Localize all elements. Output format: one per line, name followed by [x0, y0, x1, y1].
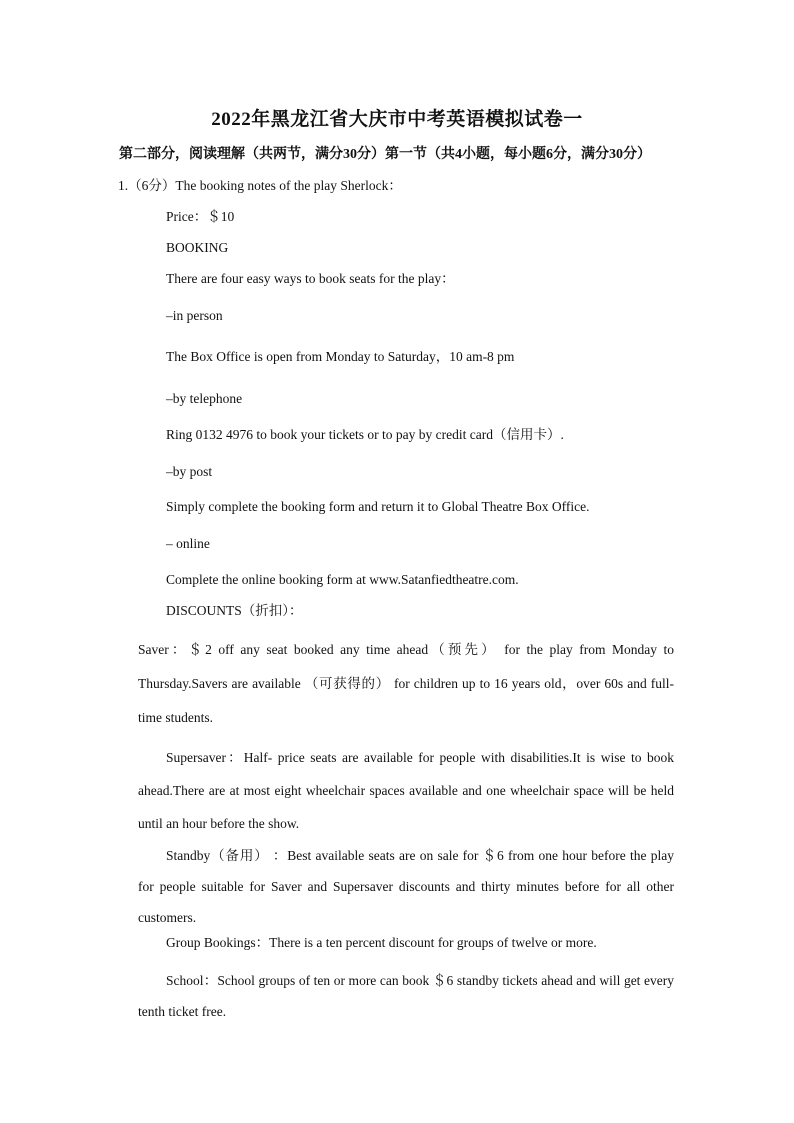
- way-detail-online: Complete the online booking form at www.Satanfiedtheatre.com.: [166, 572, 519, 587]
- discount-supersaver: [138, 741, 674, 840]
- way-detail-in-person: The Box Office is open from Monday to Saturday，10 am-8 pm: [166, 349, 515, 364]
- way-detail-post: Simply complete the booking form and return it to Global Theatre Box Office.: [166, 499, 590, 514]
- discount-standby: [138, 840, 674, 933]
- way-method-telephone: –by telephone: [166, 391, 243, 406]
- page-title: 2022年黑龙江省大庆市中考英语模拟试卷一: [211, 109, 583, 130]
- section-heading: 第二部分，阅读理解（共两节，满分30分）第一节（共4小题，每小题6分，满分30分）: [119, 147, 651, 162]
- way-method-post: –by post: [166, 464, 213, 479]
- question-intro: 1.（6分）The booking notes of the play Sherlock：: [118, 178, 402, 193]
- discount-group: [138, 934, 674, 952]
- discount-group-text: Group Bookings：There is a ten percent discount for groups of twelve or more.: [166, 935, 597, 950]
- discounts-heading: DISCOUNTS（折扣）：: [166, 603, 303, 618]
- way-method-online: – online: [166, 536, 210, 551]
- way-method-in-person: –in person: [166, 308, 223, 323]
- price-line: Price：＄10: [166, 209, 235, 224]
- booking-heading: BOOKING: [166, 240, 229, 255]
- discount-standby-text: Standby（备用） ：Best available seats are on sale for ＄6 from one hour before the play for people suitable for Saver and Supersaver discounts and thirty minutes before for all other customers.: [138, 848, 674, 925]
- discount-school: [138, 965, 674, 1027]
- way-detail-telephone: Ring 0132 4976 to book your tickets or to pay by credit card（信用卡）.: [166, 427, 564, 442]
- discount-saver-text: Saver：＄2 off any seat booked any time ahead（预先） for the play from Monday to Thursday.Savers are available （可获得的） for children up to 16 years old，over 60s and full-time students.: [138, 642, 674, 725]
- discount-school-text: School：School groups of ten or more can book ＄6 standby tickets ahead and will get every tenth ticket free.: [138, 973, 674, 1019]
- booking-intro: There are four easy ways to book seats for the play：: [166, 271, 455, 286]
- discount-saver: [138, 633, 674, 735]
- discount-supersaver-text: Supersaver：Half- price seats are available for people with disabilities.It is wise to book ahead.There are at most eight wheelchair spaces available and one wheelchair space will be held until an hour before the show.: [138, 750, 674, 831]
